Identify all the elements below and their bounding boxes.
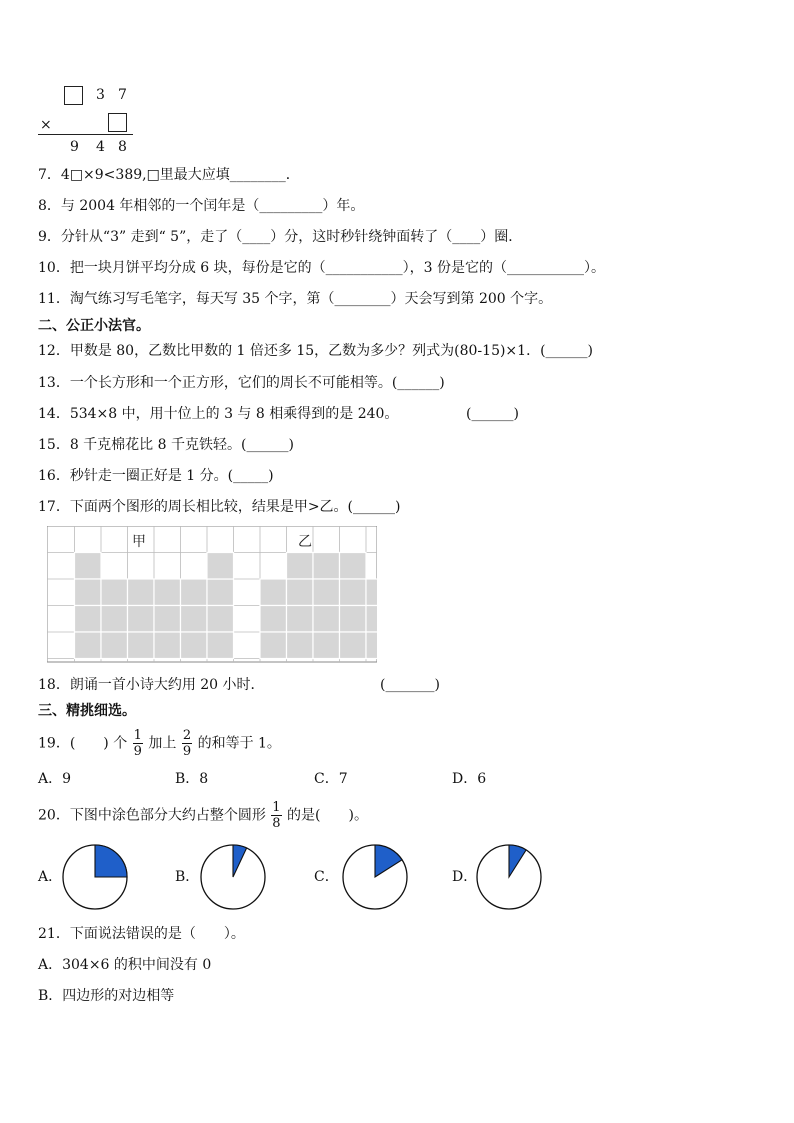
q19-text-start: 19．( ) 个	[38, 735, 128, 752]
grid-cell	[101, 606, 128, 633]
question-19	[38, 729, 281, 758]
multiplicand-digit: 3	[96, 87, 105, 103]
question-18: 18．朗诵一首小诗大约用 20 小时．	[38, 677, 265, 693]
figure-label-jia: 甲	[132, 534, 146, 550]
grid-cell	[128, 606, 155, 633]
question-11: 11．淘气练习写毛笔字，每天写 35 个字，第（________）天会写到第 200 个字。	[38, 291, 553, 307]
grid-cell	[101, 579, 128, 606]
grid-cell	[313, 579, 340, 606]
fraction-one-eighth	[271, 801, 281, 830]
question-13: 13．一个长方形和一个正方形，它们的周长不可能相等。(______)	[38, 375, 445, 391]
section-3-heading: 三、精挑细选。	[38, 703, 136, 719]
grid-cell	[287, 606, 314, 633]
product-digit: 9	[70, 139, 79, 155]
fraction-two-ninths	[182, 729, 192, 758]
q19-option-a[interactable]: A．9	[38, 771, 72, 787]
fraction-denominator: 8	[272, 816, 281, 831]
q19-text-end: 的和等于 1。	[197, 735, 281, 752]
question-20	[38, 801, 368, 830]
q20-pie-c	[339, 841, 411, 913]
grid-cell	[128, 632, 155, 659]
grid-cell	[75, 632, 102, 659]
grid-cell	[154, 632, 181, 659]
grid-cell	[287, 553, 314, 580]
grid-cell	[340, 579, 367, 606]
q20-pie-a	[59, 841, 131, 913]
grid-cell	[340, 606, 367, 633]
grid-cell	[75, 553, 102, 580]
question-21: 21．下面说法错误的是（ ）。	[38, 926, 245, 942]
question-16: 16．秒针走一圈正好是 1 分。(_____)	[38, 468, 274, 484]
grid-cell	[207, 632, 234, 659]
grid-cell	[366, 632, 377, 659]
digit-blank-box[interactable]	[108, 113, 127, 132]
grid-cell	[366, 579, 377, 606]
grid-cell	[128, 579, 155, 606]
q20-option-b[interactable]: B．	[175, 869, 200, 885]
question-14-answer-blank: (______)	[466, 406, 519, 422]
product-digit: 4	[96, 139, 105, 155]
fraction-numerator: 1	[272, 800, 281, 815]
q19-option-b[interactable]: B．8	[175, 771, 209, 787]
multiplication-rule	[38, 134, 133, 135]
q20-text-end: 的是( )。	[287, 807, 368, 824]
q20-pie-d	[473, 841, 545, 913]
q20-pie-b	[197, 841, 269, 913]
grid-cell	[287, 632, 314, 659]
q20-text-start: 20．下图中涂色部分大约占整个圆形	[38, 807, 266, 824]
grid-cell	[260, 579, 287, 606]
question-18-answer-blank: (_______)	[380, 677, 440, 693]
question-8: 8．与 2004 年相邻的一个闰年是（_________）年。	[38, 198, 365, 214]
pie-shaded-sector	[95, 845, 127, 877]
grid-cell	[207, 606, 234, 633]
grid-cell	[313, 606, 340, 633]
question-12: 12．甲数是 80，乙数比甲数的 1 倍还多 15，乙数为多少？列式为(80-15)×1．(______)	[38, 343, 593, 359]
q20-option-d[interactable]: D．	[452, 869, 478, 885]
multiplicand-digit: 7	[118, 87, 127, 103]
grid-cell	[340, 632, 367, 659]
product-digit: 8	[118, 139, 127, 155]
grid-cell	[207, 553, 234, 580]
question-7: 7．4□×9<389,□里最大应填________．	[38, 167, 300, 183]
q21-option-a[interactable]: A．304×6 的积中间没有 0	[38, 957, 212, 973]
q21-option-b[interactable]: B．四边形的对边相等	[38, 988, 175, 1004]
q19-option-d[interactable]: D．6	[452, 771, 487, 787]
grid-cell	[101, 632, 128, 659]
question-9: 9．分针从“3” 走到“ 5”，走了（____）分，这时秒针绕钟面转了（____）圈．	[38, 229, 523, 245]
grid-cell	[260, 632, 287, 659]
fraction-one-ninth	[133, 729, 143, 758]
fraction-numerator: 2	[182, 728, 192, 743]
q19-option-c[interactable]: C．7	[314, 771, 348, 787]
grid-cell	[287, 579, 314, 606]
grid-cell	[181, 579, 208, 606]
fraction-denominator: 9	[133, 744, 142, 759]
grid-cell	[207, 579, 234, 606]
question-10: 10．把一块月饼平均分成 6 块，每份是它的（___________），3 份是它的（___________）。	[38, 260, 605, 276]
q19-text-mid: 加上	[148, 735, 177, 752]
grid-cell	[75, 579, 102, 606]
q20-option-a[interactable]: A．	[38, 869, 63, 885]
grid-cell	[366, 606, 377, 633]
q20-option-c[interactable]: C．	[314, 869, 339, 885]
times-sign: ×	[40, 117, 52, 133]
fraction-denominator: 9	[182, 744, 192, 759]
grid-cell	[75, 606, 102, 633]
grid-cell	[260, 606, 287, 633]
grid-cell	[181, 632, 208, 659]
grid-cell	[313, 632, 340, 659]
grid-cell	[154, 579, 181, 606]
digit-blank-box[interactable]	[64, 86, 83, 105]
fraction-numerator: 1	[133, 728, 142, 743]
grid-cell	[340, 553, 367, 580]
question-15: 15．8 千克棉花比 8 千克铁轻。(______)	[38, 437, 294, 453]
section-2-heading: 二、公正小法官。	[38, 318, 150, 334]
figure-label-yi: 乙	[298, 534, 312, 550]
question-14: 14．534×8 中，用十位上的 3 与 8 相乘得到的是 240。	[38, 406, 399, 422]
grid-cell	[313, 553, 340, 580]
question-17: 17．下面两个图形的周长相比较，结果是甲>乙。(______)	[38, 499, 401, 515]
grid-cell	[181, 606, 208, 633]
grid-cell	[154, 606, 181, 633]
perimeter-grid-figure	[47, 526, 377, 666]
